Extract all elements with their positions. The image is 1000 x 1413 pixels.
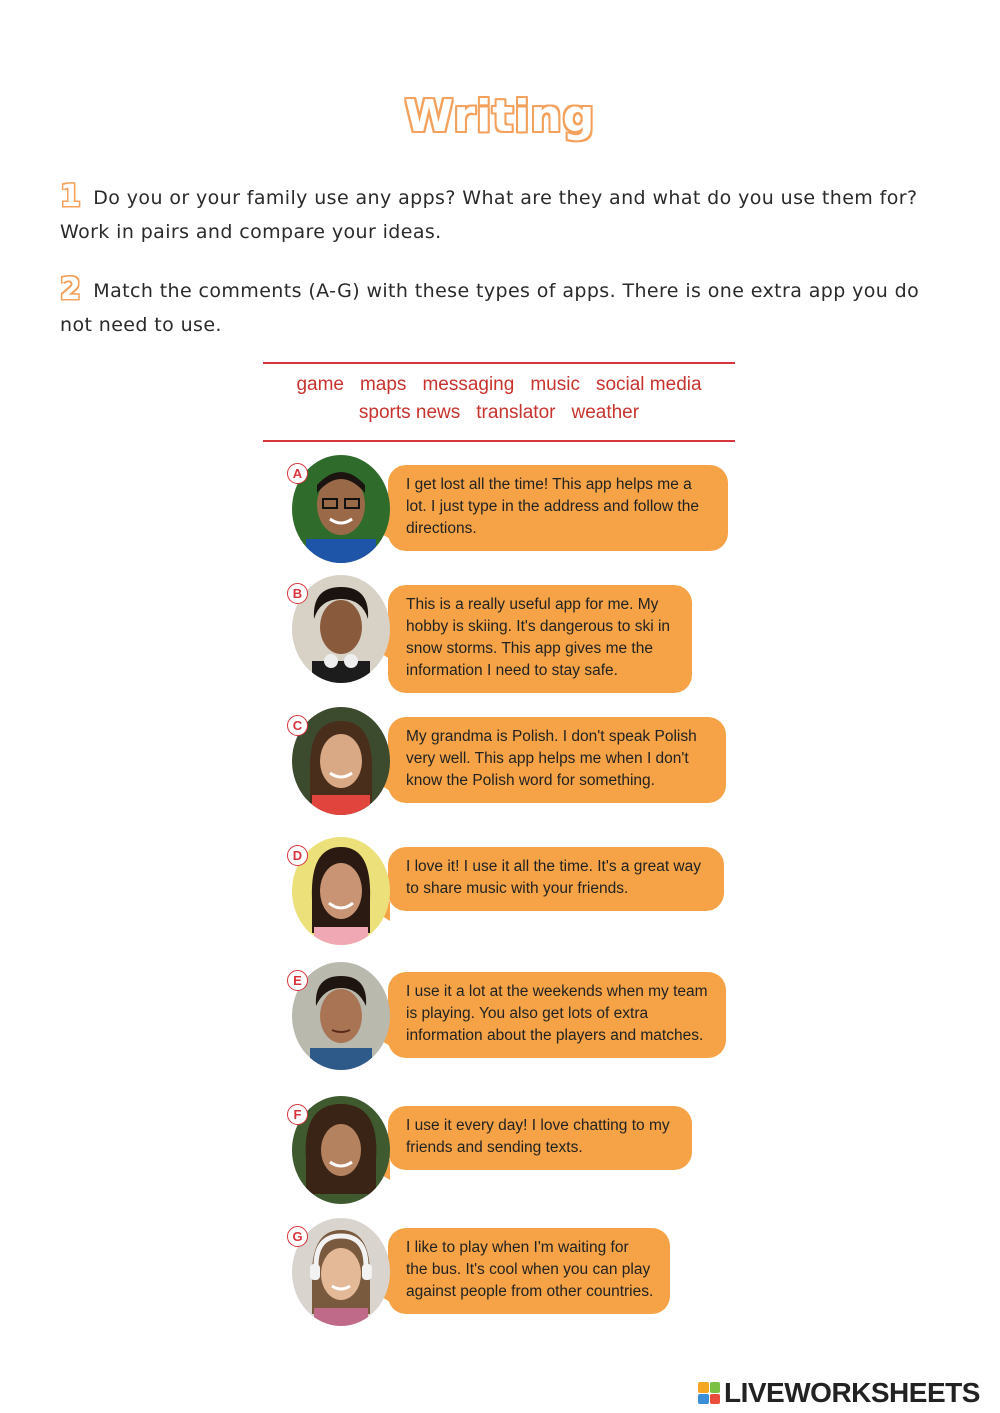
word-row-2 xyxy=(263,402,735,424)
logo-icon xyxy=(698,1382,720,1404)
comment-letter: G xyxy=(287,1226,308,1247)
comment-bubble: I like to play when I'm waiting for the bus. It's cool when you can play against people from other countries. xyxy=(388,1228,670,1314)
word-row-1 xyxy=(263,374,735,396)
comment-letter: E xyxy=(287,970,308,991)
comment-letter: F xyxy=(287,1104,308,1125)
comment-bubble: My grandma is Polish. I don't speak Polish very well. This app helps me when I don't know the Polish word for something. xyxy=(388,717,726,803)
comment-bubble: I use it a lot at the weekends when my team is playing. You also get lots of extra information about the players and matches. xyxy=(388,972,726,1058)
logo-text: LIVEWORKSHEETS xyxy=(724,1377,980,1408)
task-text: Match the comments (A-G) with these types of apps. There is one extra app you do not need to use. xyxy=(60,280,920,336)
task-text: Do you or your family use any apps? What are they and what do you use them for? Work in pairs and compare your ideas. xyxy=(60,187,918,243)
word-maps: maps xyxy=(359,374,407,395)
word-weather: weather xyxy=(571,402,640,423)
page-title: Writing xyxy=(404,91,596,143)
liveworksheets-logo xyxy=(698,1378,980,1408)
word-music: music xyxy=(530,374,580,395)
word-box xyxy=(263,362,735,442)
word-sports-news: sports news xyxy=(358,402,461,423)
word-game: game xyxy=(296,374,344,395)
task-number: 2 xyxy=(60,272,82,307)
word-social-media: social media xyxy=(595,374,702,395)
task-2 xyxy=(60,273,940,342)
comment-letter: B xyxy=(287,583,308,604)
comment-bubble: I use it every day! I love chatting to my friends and sending texts. xyxy=(388,1106,692,1170)
task-number: 1 xyxy=(60,179,82,214)
word-messaging: messaging xyxy=(422,374,515,395)
comment-bubble: I love it! I use it all the time. It's a great way to share music with your friends. xyxy=(388,847,724,911)
comment-bubble: This is a really useful app for me. My hobby is skiing. It's dangerous to ski in snow storms. This app gives me the information I need to stay safe. xyxy=(388,585,692,693)
comment-letter: C xyxy=(287,715,308,736)
comment-letter: D xyxy=(287,845,308,866)
word-translator: translator xyxy=(476,402,556,423)
task-1 xyxy=(60,180,940,249)
comment-letter: A xyxy=(287,463,308,484)
comment-bubble: I get lost all the time! This app helps me a lot. I just type in the address and follow the directions. xyxy=(388,465,728,551)
